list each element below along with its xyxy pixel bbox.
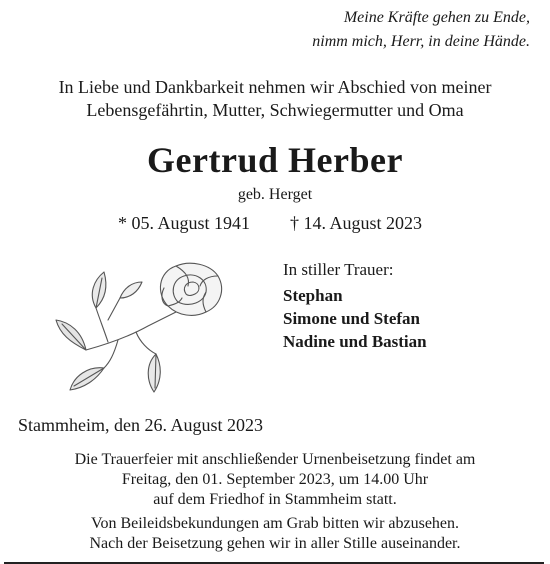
condolence-line: Von Beileidsbekundungen am Grab bitten wir abzusehen. [90, 515, 460, 532]
mourner-name: Stephan [283, 286, 343, 305]
maiden-name: geb. Herget [237, 186, 313, 203]
motto-verse [230, 6, 530, 54]
funeral-line: Die Trauerfeier mit anschließender Urnenbeisetzung findet am [74, 451, 476, 468]
funeral-line: Freitag, den 01. September 2023, um 14.00 Uhr [121, 471, 429, 488]
deceased-name: Gertrud Herber [147, 140, 403, 180]
intro-line: In Liebe und Dankbarkeit nehmen wir Abschied von meiner [58, 77, 492, 97]
motto-line: nimm mich, Herr, in deine Hände. [312, 33, 530, 50]
condolence-line: Nach der Beisetzung gehen wir in aller Stille auseinander. [89, 535, 461, 552]
place-date: Stammheim, den 26. August 2023 [18, 415, 263, 435]
motto-line: Meine Kräfte gehen zu Ende, [343, 9, 530, 26]
intro-line: Lebensgefährtin, Mutter, Schwiegermutter und Oma [86, 100, 464, 120]
condolence-note [0, 514, 550, 554]
funeral-line: auf dem Friedhof in Stammheim statt. [153, 491, 397, 508]
rose-icon [38, 258, 248, 398]
mourners-list [283, 258, 427, 353]
funeral-info [0, 450, 550, 510]
death-date: † 14. August 2023 [290, 213, 423, 233]
mourner-name: Simone und Stefan [283, 309, 420, 328]
mourners-label: In stiller Trauer: [283, 260, 394, 279]
birth-date: * 05. August 1941 [118, 213, 251, 233]
intro-text [0, 76, 550, 122]
mourner-name: Nadine und Bastian [283, 332, 427, 351]
